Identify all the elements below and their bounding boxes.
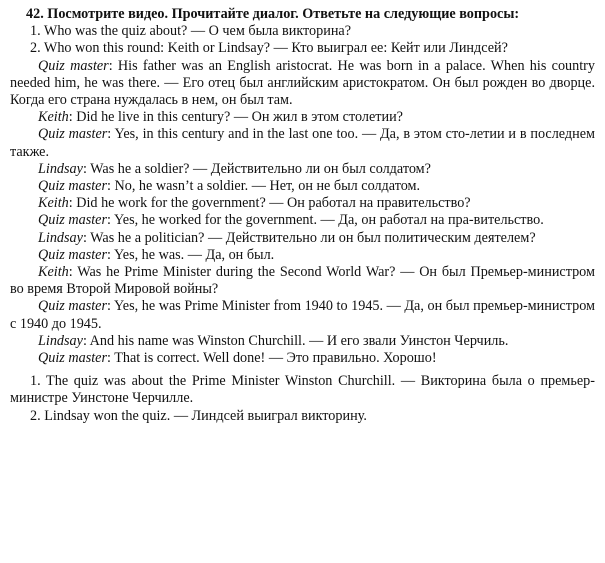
dialogue-line — [10, 161, 595, 178]
line-text: : His father was an English aristocrat. He was born in a palace. When his country needed him, he was there. — Его отец был английским аристократом. Он был рожден во дворце. Когда его страна нуждалась в нем, он был там. — [10, 57, 595, 109]
line-text: : Was he a soldier? — Действительно ли он был солдатом? — [82, 160, 431, 177]
line-text: : Yes, he was Prime Minister from 1940 to 1945. — Да, он был премьер-министром с 1940 до 1945. — [10, 298, 595, 332]
line-text: : Yes, he worked for the government. — Да, он работал на пра-вительство. — [106, 212, 544, 229]
line-text: : That is correct. Well done! — Это правильно. Хорошо! — [106, 350, 437, 367]
answer-2: 2. Lindsay won the quiz. — Линдсей выиграл викторину. — [30, 407, 367, 424]
speaker-name: Keith — [38, 195, 69, 212]
answer-1: 1. The quiz was about the Prime Minister Winston Churchill. — Викторина была о премьер-министре Уинстоне Черчилле. — [10, 373, 595, 407]
speaker-name: Quiz master — [38, 126, 108, 143]
line-text: : Did he live in this century? — Он жил в этом столетии? — [68, 109, 403, 126]
line-text: : And his name was Winston Churchill. — И его звали Уинстон Черчиль. — [82, 332, 509, 349]
dialogue-line — [10, 350, 595, 367]
question-1: 1. Who was the quiz about? — О чем была викторина? — [30, 23, 352, 40]
exercise-heading: 42. Посмотрите видео. Прочитайте диалог. Ответьте на следующие вопросы: — [26, 6, 520, 22]
dialogue-line — [10, 126, 595, 160]
speaker-name: Quiz master — [38, 57, 109, 74]
answers-block — [10, 373, 595, 425]
line-text: : Was he a politician? — Действительно ли он был политическим деятелем? — [82, 229, 536, 246]
speaker-name: Quiz master — [38, 178, 107, 195]
speaker-name: Quiz master — [38, 246, 107, 263]
dialogue-line — [10, 247, 595, 264]
line-text: : No, he wasn’t a soldier. — Нет, он не был солдатом. — [106, 178, 421, 195]
dialogue-line — [10, 333, 595, 350]
speaker-name: Lindsay — [38, 160, 83, 177]
speaker-name: Keith — [38, 264, 69, 281]
dialogue-line — [10, 264, 595, 298]
line-text: : Yes, he was. — Да, он был. — [106, 246, 275, 263]
dialogue-line — [10, 298, 595, 332]
speaker-name: Lindsay — [38, 332, 83, 349]
line-text: : Was he Prime Minister during the Second World War? — Он был Премьер-министром во время Второй Мировой войны? — [10, 264, 595, 298]
line-text: : Did he work for the government? — Он работал на правительство? — [68, 195, 471, 212]
speaker-name: Quiz master — [38, 350, 107, 367]
dialogue-line — [10, 230, 595, 247]
speaker-name: Lindsay — [38, 229, 83, 246]
line-text: : Yes, in this century and in the last one too. — Да, в этом сто-летии и в последнем также. — [10, 126, 595, 160]
dialogue-line — [10, 195, 595, 212]
dialogue-line — [10, 178, 595, 195]
speaker-name: Quiz master — [38, 212, 107, 229]
dialogue-line — [10, 58, 595, 110]
dialogue-line — [10, 109, 595, 126]
speaker-name: Keith — [38, 109, 69, 126]
question-2: 2. Who won this round: Keith or Lindsay? — Кто выиграл ее: Кейт или Линдсей? — [30, 40, 508, 57]
dialogue-line — [10, 212, 595, 229]
speaker-name: Quiz master — [38, 298, 107, 315]
